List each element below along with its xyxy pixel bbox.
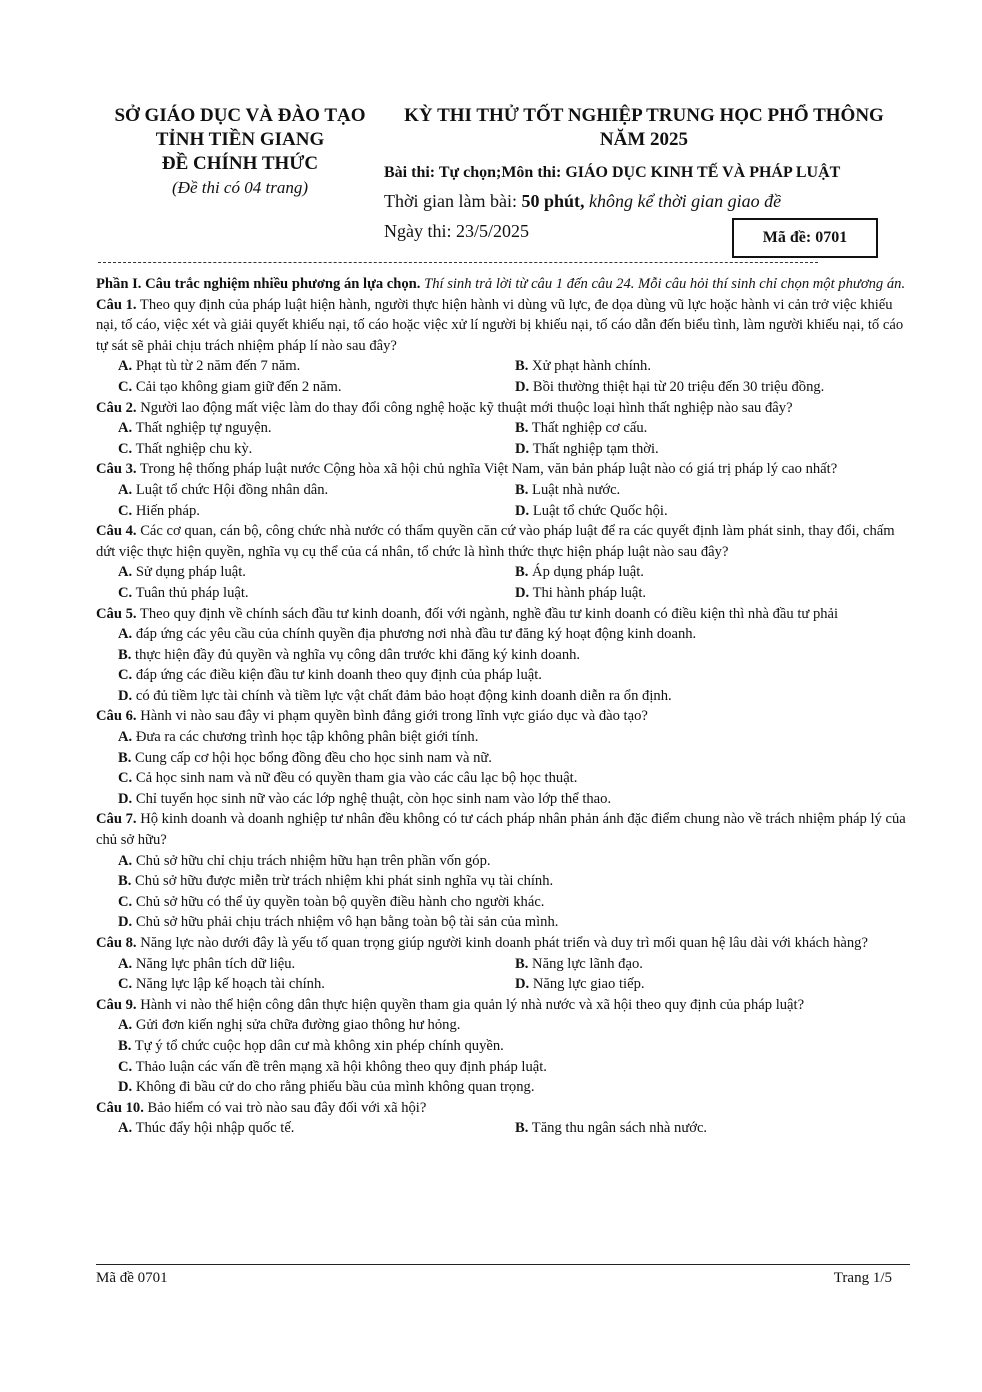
answer-option-row — [96, 624, 910, 645]
question-stem — [96, 1098, 910, 1119]
option-d — [118, 912, 910, 933]
section-instructions: Thí sinh trả lời từ câu 1 đến câu 24. Mỗi câu hỏi thí sinh chỉ chọn một phương án. — [420, 276, 906, 292]
option-a — [118, 1015, 910, 1036]
option-label: A. — [118, 481, 133, 498]
question-text: Hành vi nào sau đây vi phạm quyền bình đẳng giới trong lĩnh vực giáo dục và đào tạo? — [136, 708, 648, 725]
option-text: Hiến pháp. — [135, 502, 200, 519]
option-text: Chủ sở hữu chỉ chịu trách nhiệm hữu hạn trên phần vốn góp. — [135, 852, 491, 869]
answer-option-row — [96, 912, 910, 933]
option-a — [118, 480, 515, 501]
footer-exam-code: Mã đề 0701 — [96, 1270, 168, 1286]
option-text: Thúc đẩy hội nhập quốc tế. — [135, 1120, 295, 1137]
option-c — [118, 439, 515, 460]
option-label: B. — [118, 749, 132, 766]
answer-option-row — [96, 645, 910, 666]
duration-value: 50 phút, — [521, 191, 585, 211]
option-text: Đưa ra các chương trình học tập không phân biệt giới tính. — [135, 729, 479, 746]
question-1 — [96, 295, 910, 398]
option-text: Chủ sở hữu phải chịu trách nhiệm vô hạn bằng toàn bộ tài sản của mình. — [135, 914, 559, 931]
answer-option-row — [96, 686, 910, 707]
question-label: Câu 10. — [96, 1099, 144, 1116]
answer-option-row — [96, 727, 910, 748]
question-label: Câu 5. — [96, 605, 137, 622]
option-label: D. — [515, 440, 530, 457]
option-text: Không đi bầu cử do cho rằng phiếu bầu của mình không quan trọng. — [135, 1079, 535, 1096]
question-text: Bảo hiểm có vai trò nào sau đây đối với xã hội? — [143, 1099, 427, 1116]
option-label: A. — [118, 358, 133, 375]
answer-option-row — [96, 748, 910, 769]
question-text: Hành vi nào thể hiện công dân thực hiện quyền tham gia quản lý nhà nước và xã hội theo quy định của pháp luật? — [136, 996, 805, 1013]
option-c — [118, 768, 910, 789]
option-text: Áp dụng pháp luật. — [532, 564, 644, 581]
answer-option-row — [96, 871, 910, 892]
option-label: D. — [515, 584, 530, 601]
option-a — [118, 356, 515, 377]
option-d — [118, 1077, 910, 1098]
option-d — [118, 789, 910, 810]
option-text: Phạt tù từ 2 năm đến 7 năm. — [135, 358, 301, 375]
answer-options — [96, 356, 910, 397]
question-stem — [96, 398, 910, 419]
option-text: Thảo luận các vấn đề trên mạng xã hội không theo quy định pháp luật. — [135, 1058, 547, 1075]
option-label: D. — [515, 976, 530, 993]
question-3 — [96, 459, 910, 521]
question-6 — [96, 706, 910, 809]
question-8 — [96, 933, 910, 995]
option-label: A. — [118, 420, 133, 437]
option-label: A. — [118, 729, 133, 746]
exam-year: NĂM 2025 — [599, 129, 689, 150]
exam-code-box: Mã đề: 0701 — [732, 218, 878, 258]
option-label: A. — [118, 1017, 133, 1034]
option-label: B. — [515, 481, 529, 498]
question-4 — [96, 521, 910, 603]
footer-page-number: Trang 1/5 — [833, 1270, 892, 1286]
exam-date: Ngày thi: 23/5/2025 — [384, 221, 529, 241]
answer-option-row — [96, 665, 910, 686]
question-text: Trong hệ thống pháp luật nước Cộng hòa xã hội chủ nghĩa Việt Nam, văn bản pháp luật nào có giá trị pháp lý cao nhất? — [136, 461, 838, 478]
option-label: C. — [118, 378, 133, 395]
option-label: D. — [118, 914, 133, 931]
option-text: thực hiện đầy đủ quyền và nghĩa vụ công dân trước khi đăng ký kinh doanh. — [135, 646, 581, 663]
option-label: A. — [118, 955, 133, 972]
option-label: B. — [515, 1120, 529, 1137]
answer-option-row — [96, 768, 910, 789]
question-text: Theo quy định về chính sách đầu tư kinh doanh, đối với ngành, nghề đầu tư kinh doanh có điều kiện thì nhà đầu tư phải — [136, 605, 839, 622]
question-stem — [96, 459, 910, 480]
answer-options — [96, 1118, 910, 1139]
option-c — [118, 892, 910, 913]
exam-subject — [384, 162, 904, 184]
option-text: Tự ý tổ chức cuộc họp dân cư mà không xin phép chính quyền. — [134, 1037, 504, 1054]
option-text: Năng lực lập kế hoạch tài chính. — [135, 976, 325, 993]
option-b — [515, 480, 912, 501]
question-label: Câu 9. — [96, 996, 137, 1013]
option-b — [515, 1118, 912, 1139]
option-d — [515, 974, 912, 995]
option-text: Chỉ tuyển học sinh nữ vào các lớp nghệ thuật, còn học sinh nam vào lớp thể thao. — [135, 790, 612, 807]
header-divider — [98, 262, 818, 263]
duration-note: không kể thời gian giao đề — [584, 191, 782, 211]
option-label: B. — [515, 358, 529, 375]
answer-option-row — [96, 789, 910, 810]
answer-options — [96, 418, 910, 459]
option-text: Tuân thủ pháp luật. — [135, 584, 249, 601]
duration-prefix: Thời gian làm bài: — [384, 191, 522, 211]
answer-option-row — [96, 892, 910, 913]
option-label: B. — [118, 1037, 132, 1054]
option-label: C. — [118, 770, 133, 787]
question-stem — [96, 295, 910, 357]
option-label: B. — [118, 646, 132, 663]
option-d — [515, 377, 912, 398]
answer-option-row — [96, 1057, 910, 1078]
option-text: Cải tạo không giam giữ đến 2 năm. — [135, 378, 342, 395]
option-a — [118, 954, 515, 975]
option-c — [118, 974, 515, 995]
option-label: B. — [515, 955, 529, 972]
footer-divider — [96, 1264, 910, 1265]
question-label: Câu 1. — [96, 296, 137, 313]
option-text: Thất nghiệp tạm thời. — [532, 440, 659, 457]
question-text: Năng lực nào dưới đây là yếu tố quan trọng giúp người kinh doanh phát triển và duy trì mối quan hệ lâu dài với khách hàng? — [136, 935, 868, 951]
option-c — [118, 583, 515, 604]
option-label: D. — [118, 687, 133, 704]
option-b — [515, 418, 912, 439]
option-text: Thất nghiệp cơ cấu. — [531, 420, 648, 437]
answer-option-row — [96, 851, 910, 872]
answer-options — [96, 954, 910, 995]
option-a — [118, 624, 910, 645]
option-text: Thất nghiệp chu kỳ. — [135, 440, 253, 457]
exam-subject-text: Bài thi: Tự chọn;Môn thi: GIÁO DỤC KINH TẾ VÀ PHÁP LUẬT — [384, 164, 841, 181]
option-label: C. — [118, 667, 133, 684]
option-b — [118, 645, 910, 666]
answer-options — [96, 480, 910, 521]
question-10 — [96, 1098, 910, 1139]
option-text: Chủ sở hữu có thể ủy quyền toàn bộ quyền điều hành cho người khác. — [135, 893, 545, 910]
question-text: Theo quy định của pháp luật hiện hành, người thực hiện hành vi dùng vũ lực, đe dọa dùng vũ lực hoặc hành vi cản trở việc khiếu nại, tố cáo, việc xét và giải quyết khiếu nại, tố cáo hoặc việc xử lí người bị khiếu nại, tố cáo dẫn đến biểu tình, làm người khiếu nại, tố cáo tự sát sẽ phải chịu trách nhiệm pháp lí nào sau đây? — [96, 296, 904, 354]
option-b — [118, 871, 910, 892]
question-9 — [96, 995, 910, 1098]
option-label: C. — [118, 440, 133, 457]
option-text: Xử phạt hành chính. — [532, 358, 652, 375]
option-text: Luật tổ chức Quốc hội. — [532, 502, 668, 519]
answer-option-row — [96, 1036, 910, 1057]
question-2 — [96, 398, 910, 460]
header-left-block — [90, 104, 390, 200]
option-label: D. — [515, 502, 530, 519]
option-c — [118, 377, 515, 398]
question-label: Câu 7. — [96, 811, 137, 828]
option-label: B. — [118, 873, 132, 890]
option-c — [118, 1057, 910, 1078]
option-text: Thi hành pháp luật. — [532, 584, 647, 601]
option-a — [118, 418, 515, 439]
option-text: Sử dụng pháp luật. — [135, 564, 246, 581]
option-d — [515, 501, 912, 522]
option-text: Năng lực giao tiếp. — [532, 976, 645, 993]
option-label: A. — [118, 1120, 133, 1137]
page-count-note: (Đề thi có 04 trang) — [172, 178, 308, 197]
option-text: có đủ tiềm lực tài chính và tiềm lực vật chất đảm bảo hoạt động kinh doanh diễn ra ổn định. — [135, 687, 672, 704]
option-label: B. — [515, 420, 529, 437]
option-b — [118, 1036, 910, 1057]
option-label: C. — [118, 1058, 133, 1075]
option-text: đáp ứng các điều kiện đầu tư kinh doanh theo quy định của pháp luật. — [135, 667, 542, 684]
option-text: Cả học sinh nam và nữ đều có quyền tham gia vào các câu lạc bộ học thuật. — [135, 770, 578, 787]
option-text: Gửi đơn kiến nghị sửa chữa đường giao thông hư hỏng. — [135, 1017, 461, 1034]
question-stem — [96, 809, 910, 850]
question-stem — [96, 604, 910, 625]
question-stem — [96, 706, 910, 727]
question-5 — [96, 604, 910, 707]
question-text: Người lao động mất việc làm do thay đổi công nghệ hoặc kỹ thuật mới thuộc loại hình thất nghiệp nào sau đây? — [136, 399, 793, 416]
section-title: Phần I. Câu trắc nghiệm nhiều phương án lựa chọn. — [96, 276, 421, 292]
option-a — [118, 851, 910, 872]
option-text: Luật nhà nước. — [532, 481, 621, 498]
exam-duration — [384, 188, 904, 214]
department-name: SỞ GIÁO DỤC VÀ ĐÀO TẠO — [114, 105, 366, 126]
option-d — [118, 686, 910, 707]
option-text: Năng lực phân tích dữ liệu. — [135, 955, 296, 972]
option-text: Luật tổ chức Hội đồng nhân dân. — [135, 481, 329, 498]
question-stem — [96, 995, 910, 1016]
question-7 — [96, 809, 910, 933]
option-text: Thất nghiệp tự nguyện. — [135, 420, 272, 437]
question-label: Câu 8. — [96, 935, 137, 951]
option-text: Bồi thường thiệt hại từ 20 triệu đến 30 triệu đồng. — [532, 378, 825, 395]
option-text: Chủ sở hữu được miễn trừ trách nhiệm khi phát sinh nghĩa vụ tài chính. — [135, 873, 554, 890]
option-text: đáp ứng các yêu cầu của chính quyền địa phương nơi nhà đầu tư đăng ký hoạt động kinh doanh. — [135, 626, 697, 643]
question-label: Câu 4. — [96, 523, 137, 540]
official-exam-label: ĐỀ CHÍNH THỨC — [161, 153, 319, 174]
option-b — [515, 356, 912, 377]
option-a — [118, 1118, 515, 1139]
exam-content — [96, 274, 910, 1139]
answer-option-row — [96, 1077, 910, 1098]
option-label: D. — [515, 378, 530, 395]
option-label: B. — [515, 564, 529, 581]
option-label: C. — [118, 893, 133, 910]
option-a — [118, 562, 515, 583]
option-label: D. — [118, 790, 133, 807]
option-label: C. — [118, 502, 133, 519]
option-c — [118, 665, 910, 686]
option-b — [118, 748, 910, 769]
option-a — [118, 727, 910, 748]
option-label: A. — [118, 852, 133, 869]
option-label: C. — [118, 976, 133, 993]
question-label: Câu 3. — [96, 461, 137, 478]
answer-option-row — [96, 1015, 910, 1036]
section-intro — [96, 274, 910, 295]
option-text: Năng lực lãnh đạo. — [532, 955, 643, 972]
option-label: C. — [118, 584, 133, 601]
option-d — [515, 439, 912, 460]
option-label: A. — [118, 564, 133, 581]
option-label: D. — [118, 1079, 133, 1096]
option-d — [515, 583, 912, 604]
option-c — [118, 501, 515, 522]
question-text: Hộ kinh doanh và doanh nghiệp tư nhân đều không có tư cách pháp nhân phản ánh đặc điểm chung nào về trách nhiệm pháp lý của chủ sở hữu? — [96, 811, 906, 849]
question-label: Câu 2. — [96, 399, 137, 416]
province-name: TỈNH TIỀN GIANG — [155, 129, 325, 150]
option-b — [515, 562, 912, 583]
question-list — [96, 295, 910, 1139]
option-text: Tăng thu ngân sách nhà nước. — [531, 1120, 708, 1137]
question-stem — [96, 521, 910, 562]
option-label: A. — [118, 626, 133, 643]
exam-title: KỲ THI THỬ TỐT NGHIỆP TRUNG HỌC PHỔ THÔNG — [404, 105, 884, 126]
question-stem — [96, 933, 910, 954]
question-text: Các cơ quan, cán bộ, công chức nhà nước có thẩm quyền căn cứ vào pháp luật để ra các quyết định làm phát sinh, thay đổi, chấm dứt việc thực hiện quyền, nghĩa vụ cụ thể của cá nhân, tổ chức là hình thức thực hiện pháp luật nào sau đây? — [96, 523, 895, 560]
question-label: Câu 6. — [96, 708, 137, 725]
answer-options — [96, 562, 910, 603]
option-text: Cung cấp cơ hội học bổng đồng đều cho học sinh nam và nữ. — [135, 749, 492, 766]
option-b — [515, 954, 912, 975]
